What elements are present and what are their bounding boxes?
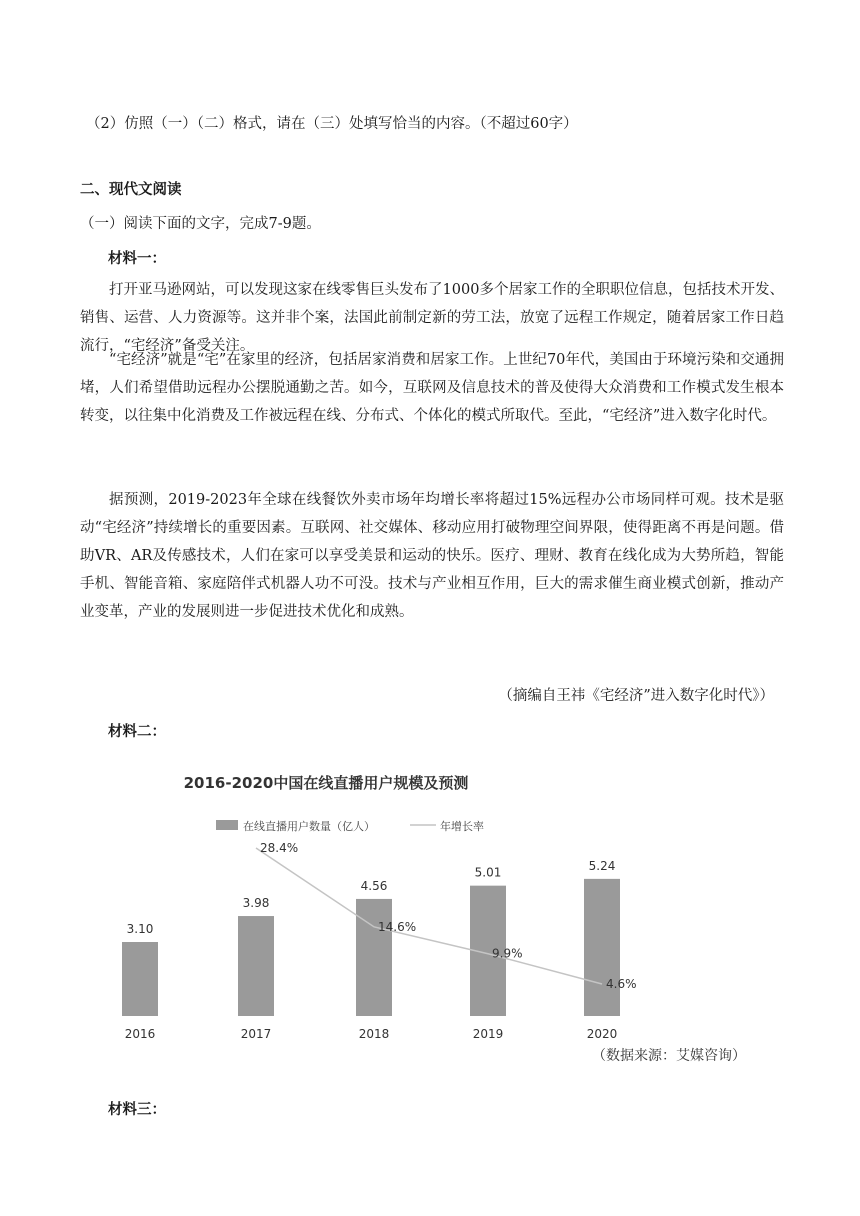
chart-svg (80, 760, 780, 1080)
bar-2018 (356, 899, 392, 1016)
bar-value-label-2019: 5.01 (474, 865, 502, 880)
material-3-label: 材料三： (108, 1102, 166, 1118)
bar-value-label-2017: 3.98 (242, 896, 270, 911)
bar-2020 (584, 879, 620, 1016)
bar-value-label-2018: 4.56 (360, 878, 388, 893)
material-1-paragraph-3: 据预测，2019-2023年全球在线餐饮外卖市场年均增长率将超过15%远程办公市场同样可观。技术是驱动“宅经济”持续增长的重要因素。互联网、社交媒体、移动应用打破物理空间界限，使得距离不再是问题。借助VR、AR及传感技术，人们在家可以享受美景和运动的快乐。医疗、理财、教育在线化成为大势所趋，智能手机、智能音箱、家庭陪伴式机器人功不可没。技术与产业相互作用，巨大的需求催生商业模式创新，推动产业变革，产业的发展则进一步促进技术优化和成熟。 (80, 492, 784, 620)
growth-rate-label-2017: 28.4% (260, 841, 299, 855)
growth-rate-line (256, 848, 602, 984)
chart-legend (216, 819, 484, 833)
bar-value-label-2016: 3.10 (126, 922, 154, 936)
x-axis (125, 1027, 618, 1041)
material-1-source: （摘编自王祎《宅经济”进入数字化时代》） (498, 688, 774, 704)
x-tick-2016: 2016 (124, 1027, 156, 1041)
material-2-label: 材料二： (108, 724, 166, 740)
x-tick-2018: 2018 (358, 1027, 390, 1041)
line-series (256, 841, 637, 991)
section-title: 二、现代文阅读 (80, 182, 182, 198)
legend-bar-swatch (216, 820, 238, 830)
growth-rate-label-2020: 4.6% (606, 977, 637, 991)
material-1-paragraph-2: “宅经济”就是“宅”在家里的经济，包括居家消费和居家工作。上世纪70年代，美国由于环境污染和交通拥堵，人们希望借助远程办公摆脱通勤之苦。如今，互联网及信息技术的普及使得大众消费和工作模式发生根本转变，以往集中化消费及工作被远程在线、分布式、个体化的模式所取代。至此，“宅经济”进入数字化时代。 (80, 352, 784, 424)
material-1-label: 材料一： (108, 251, 166, 267)
x-tick-2017: 2017 (240, 1027, 272, 1041)
growth-rate-label-2018: 14.6% (378, 919, 417, 934)
question-2: （2）仿照（一）（二）格式，请在（三）处填写恰当的内容。（不超过60字） (86, 116, 578, 132)
x-tick-2020: 2020 (586, 1027, 618, 1041)
growth-rate-label-2019: 9.9% (492, 946, 523, 961)
chart-source: （数据来源：艾媒咨询） (592, 1048, 746, 1064)
legend-line-label: 年增长率 (440, 820, 484, 833)
x-tick-2019: 2019 (472, 1027, 504, 1041)
sub-title: （一）阅读下面的文字，完成7-9题。 (80, 216, 321, 232)
material-1-paragraph-1: 打开亚马逊网站，可以发现这家在线零售巨头发布了1000多个居家工作的全职职位信息，包括技术开发、销售、运营、人力资源等。这并非个案，法国此前制定新的劳工法，放宽了远程工作规定，随着居家工作日趋流行，“宅经济”备受关注。 (80, 282, 784, 354)
legend-bar-label: 在线直播用户数量（亿人） (243, 820, 375, 833)
bar-value-label-2020: 5.24 (588, 858, 616, 873)
chart-figure (80, 760, 780, 1080)
bar-2016 (122, 942, 158, 1016)
bar-series (122, 859, 620, 1016)
bar-2017 (238, 916, 274, 1016)
chart-title: 2016-2020中国在线直播用户规模及预测 (183, 774, 469, 792)
